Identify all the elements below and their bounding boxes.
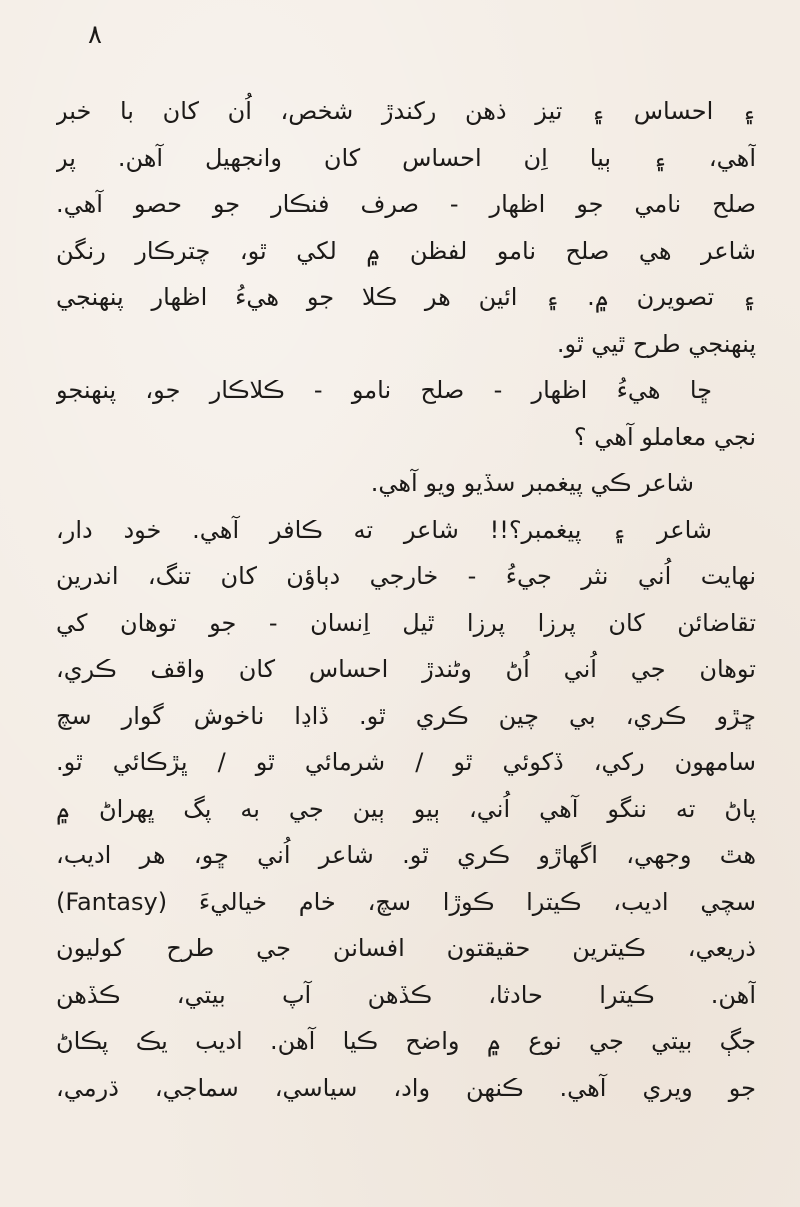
text-line: صلح نامي جو اظهار - صرف فنڪار جو حصو آهي. — [56, 190, 756, 218]
text-line: نهايت اُني نثر جيءُ - خارجي دٻاؤن کان تنگ، اندرين — [56, 562, 756, 590]
page-number: ٨ — [88, 20, 102, 50]
text-line: تقاضائن کان پرزا پرزا ٿيل اِنسان - جو توهان کي — [56, 608, 756, 637]
text-line: شاعر ڪي پيغمبر سڏيو ويو آهي. — [370, 469, 694, 497]
text-line: جڳ بيتي جي نوع ۾ واضح ڪيا آهن. اديب يڪ پڪاڻ — [56, 1027, 756, 1055]
text-line: پنهنجي طرح ٿيي ٿو. — [556, 329, 756, 358]
text-line: ۽ تصويرن ۾. ۽ ائين هر ڪلا جو هيءُ اظهار پنهنجي — [56, 283, 756, 311]
text-line: پاڻ ته ننگو آهي اُني، ٻيو ٻين جي به پگ ڀهراڻ ۾ — [56, 794, 756, 823]
text-line: ۽ احساس ۽ تيز ذهن رکندڙ شخص، اُن کان با خبر — [56, 97, 756, 125]
text-line: نجي معاملو آهي ؟ — [573, 422, 756, 451]
text-line: سامهون رکي، ڏکوئي ٿو / شرمائي ٿو / ڀڙڪائي ٿو. — [56, 748, 756, 776]
text-line: هٿ وجهي، اگهاڙو ڪري ٿو. شاعر اُني ڇو، هر اديب، — [56, 841, 756, 869]
text-line: ڇا هيءُ اظهار - صلح نامو - ڪلاڪار جو، پنهنجو — [56, 376, 712, 404]
text-line: آهي، ۽ ٻيا اِن احساس کان وانجهيل آهن. پر — [56, 143, 756, 172]
text-line: آهن. ڪيترا حادثا، ڪڏهن آپ بيتي، ڪڏهن — [56, 980, 756, 1009]
text-line: شاعر هي صلح نامو لفظن ۾ لکي ٿو، چترڪار رنگن — [56, 236, 756, 265]
text-line: توهان جي اُني اُڻ وڻندڙ احساس کان واقف ڪري، — [56, 655, 756, 683]
text-line: جو ويري آهي. ڪنهن واد، سياسي، سماجي، ڌرمي، — [56, 1073, 756, 1102]
body-text — [56, 88, 756, 1111]
text-line: سچي اديب، ڪيترا ڪوڙا سچ، خام خياليءَ (Fantasy) — [56, 887, 756, 916]
text-line: ڇڙو ڪري، بي چين ڪري ٿو. ڏاڍا ناخوش گوار سچ — [56, 701, 756, 730]
text-line: شاعر ۽ پيغمبر؟!! شاعر ته ڪافر آهي. خود دار، — [56, 515, 712, 544]
text-line: ذريعي، ڪيترين حقيقتون افسانن جي طرح کوليون — [56, 934, 756, 962]
